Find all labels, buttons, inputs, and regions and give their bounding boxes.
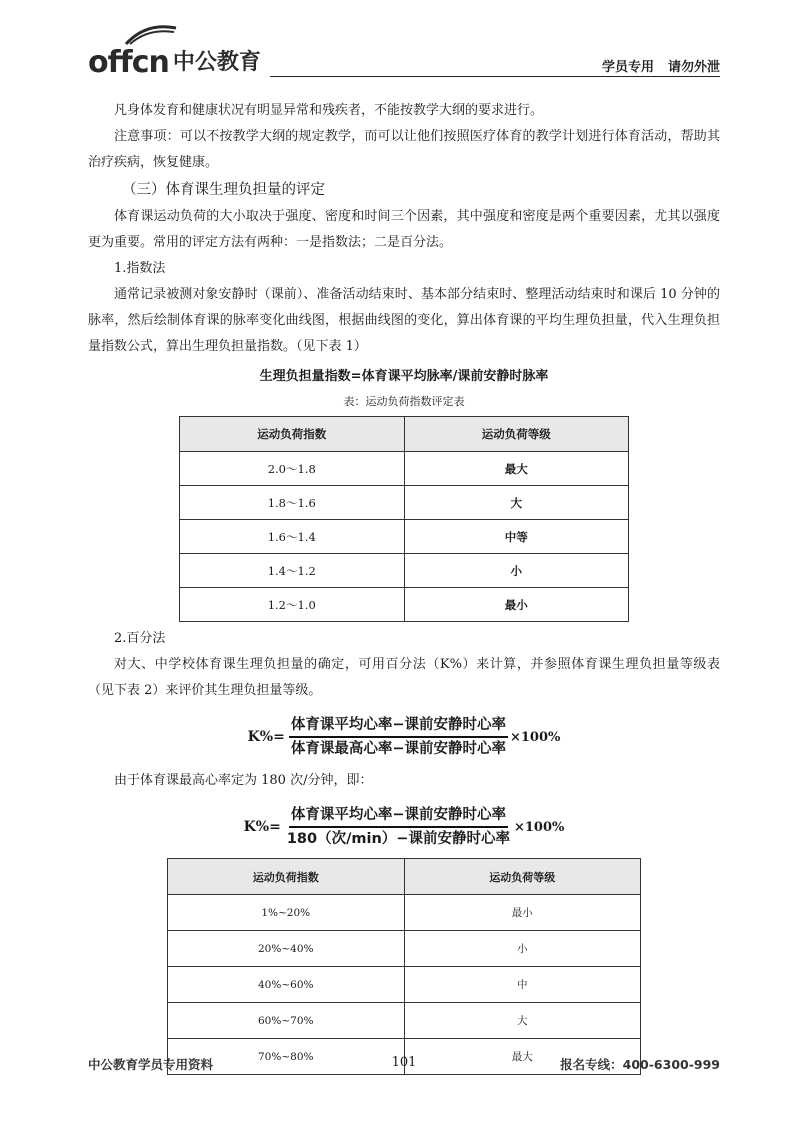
table-cell-index: 1.4～1.2 [180, 554, 405, 588]
footer-hotline: 报名专线：400-6300-999 [560, 1057, 720, 1072]
table-cell-level: 最大 [404, 1039, 641, 1075]
page-header [88, 38, 720, 78]
table-cell-level: 中 [404, 967, 641, 1003]
table-cell-level: 大 [404, 1003, 641, 1039]
index-formula-title: 生理负担量指数=体育课平均脉率/课前安静时脉率 [259, 369, 549, 384]
paragraph-max-heart-rate: 由于体育课最高心率定为 180 次/分钟，即： [114, 773, 373, 788]
table-header-cell: 运动负荷指数 [180, 417, 405, 452]
formula-numerator: 体育课平均心率−课前安静时心率 [289, 804, 508, 828]
table-header-cell: 运动负荷指数 [168, 859, 405, 895]
formula-lhs: K%= [243, 819, 281, 835]
table-cell-level: 中等 [404, 520, 629, 554]
header-tag-no-leak: 请勿外泄 [667, 60, 720, 75]
table-row [180, 588, 629, 622]
formula-fraction [289, 714, 508, 760]
formula-denominator: 体育课最高心率−课前安静时心率 [290, 741, 506, 757]
paragraph-index-method: 通常记录被测对象安静时（课前）、准备活动结束时、基本部分结束时、整理活动结束时和课后 10 分钟的脉率，然后绘制体育课的脉率变化曲线图，根据曲线图的变化，算出体育课的平均生理负担量，代入生理负担量指数公式，算出生理负担量指数。（见下表 1） [88, 287, 720, 354]
formula-multiplier: ×100% [509, 729, 561, 745]
formula-lhs: K%= [247, 729, 285, 745]
paragraph-1: 凡身体发育和健康状况有明显异常和残疾者，不能按教学大纲的要求进行。 [114, 103, 544, 118]
formula-multiplier: ×100% [513, 819, 565, 835]
table-cell-level: 最大 [404, 452, 629, 486]
table-row [180, 452, 629, 486]
table-header-cell: 运动负荷等级 [404, 859, 641, 895]
formula-denominator: 180（次/min）−课前安静时心率 [286, 831, 510, 847]
load-percent-table [167, 858, 641, 1075]
load-index-table [179, 416, 629, 622]
table-cell-index: 1.2～1.0 [180, 588, 405, 622]
table-row [168, 895, 641, 931]
offcn-logo [88, 38, 261, 78]
table-cell-level: 小 [404, 931, 641, 967]
table-cell-index: 60%~70% [168, 1003, 405, 1039]
table-header-row [180, 417, 629, 452]
paragraph-notes: 注意事项：可以不按教学大纲的规定教学，而可以让他们按照医疗体育的教学计划进行体育活动，帮助其治疗疾病，恢复健康。 [88, 129, 720, 170]
percent-formula-1 [88, 714, 720, 760]
page-content [88, 98, 720, 1075]
table-cell-index: 1.8～1.6 [180, 486, 405, 520]
formula-fraction [285, 804, 512, 850]
table-row [180, 520, 629, 554]
logo-mark: offcn [88, 45, 169, 80]
percent-formula-2 [88, 804, 720, 850]
header-tags [602, 56, 720, 75]
section-heading: （三）体育课生理负担量的评定 [122, 182, 325, 198]
table-cell-index: 1%~20% [168, 895, 405, 931]
table-row [168, 1003, 641, 1039]
header-tag-student-only: 学员专用 [601, 60, 654, 75]
table-row [180, 554, 629, 588]
footer-label: 中公教育学员专用资料 [88, 1057, 214, 1072]
table-cell-index: 2.0～1.8 [180, 452, 405, 486]
table-cell-level: 大 [404, 486, 629, 520]
subheading-percent-method: 2.百分法 [114, 631, 166, 646]
table-cell-index: 20%~40% [168, 931, 405, 967]
table-header-row [168, 859, 641, 895]
table-cell-index: 40%~60% [168, 967, 405, 1003]
logo-text: 中公教育 [172, 50, 261, 75]
header-rule [270, 76, 720, 77]
paragraph-intro: 体育课运动负荷的大小取决于强度、密度和时间三个因素，其中强度和密度是两个重要因素，尤其以强度更为重要。常用的评定方法有两种：一是指数法；二是百分法。 [88, 209, 720, 250]
table-row [168, 931, 641, 967]
table1-caption: 表：运动负荷指数评定表 [343, 395, 465, 408]
table-cell-level: 小 [404, 554, 629, 588]
table-cell-level: 最小 [404, 895, 641, 931]
page-number: 101 [391, 1055, 417, 1070]
table-header-cell: 运动负荷等级 [404, 417, 629, 452]
table-cell-level: 最小 [404, 588, 629, 622]
table-cell-index: 70%~80% [168, 1039, 405, 1075]
paragraph-percent-method: 对大、中学校体育课生理负担量的确定，可用百分法（K%）来计算，并参照体育课生理负担量等级表（见下表 2）来评价其生理负担量等级。 [88, 657, 720, 698]
table-cell-index: 1.6～1.4 [180, 520, 405, 554]
table-row [168, 967, 641, 1003]
subheading-index-method: 1.指数法 [114, 261, 166, 276]
formula-numerator: 体育课平均心率−课前安静时心率 [289, 714, 508, 738]
table-row [180, 486, 629, 520]
logo-arc-icon [124, 24, 178, 46]
